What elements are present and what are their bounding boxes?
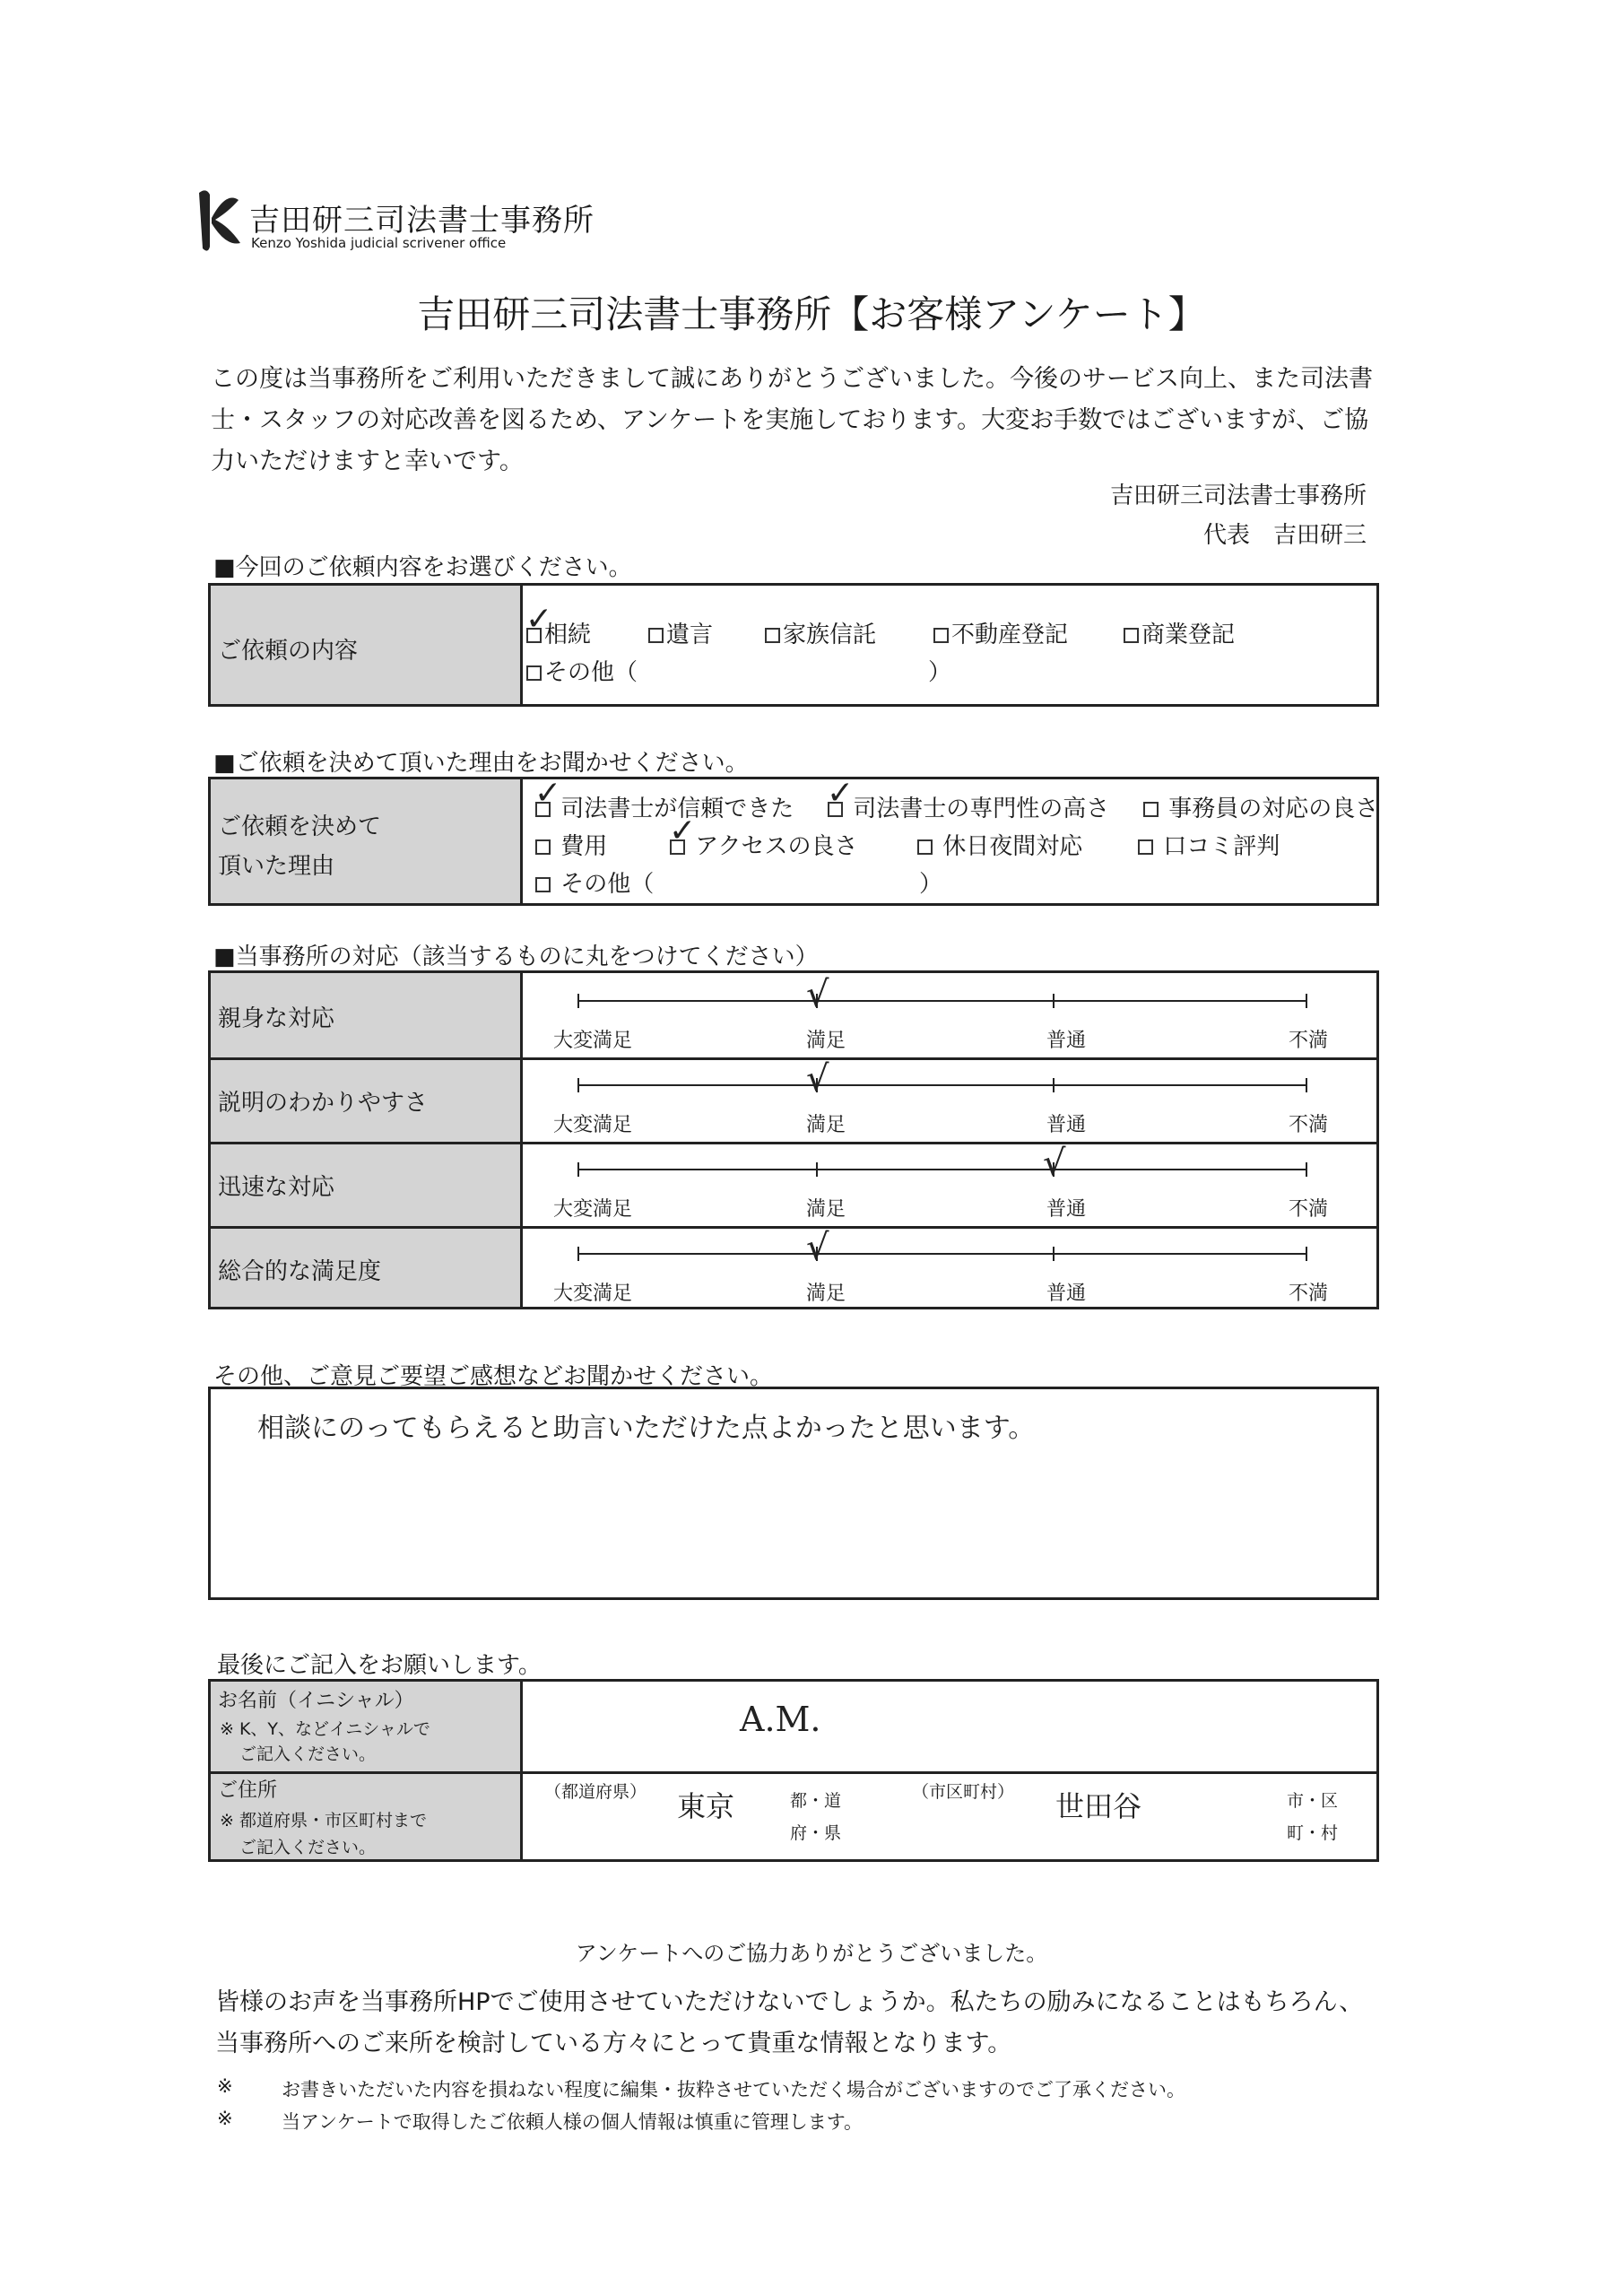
option-other2-close: ） bbox=[919, 871, 943, 898]
rating-scale-tick bbox=[1053, 1078, 1055, 1092]
rating-scale-label[interactable]: 不満 bbox=[1289, 1283, 1329, 1305]
rating-table bbox=[208, 970, 1379, 1309]
rating-scale-label[interactable]: 満足 bbox=[806, 1114, 846, 1136]
signature-representative: 代表 吉田研三 bbox=[1202, 522, 1367, 549]
intro-text: この度は当事務所をご利用いただきまして誠にありがとうございました。今後のサービス向上、また司法書士・スタッフの対応改善を図るため、アンケートを実施しております。大変お手数ではございますが、ご協力いただけますと幸いです。 bbox=[211, 365, 1373, 475]
rating-scale-line bbox=[578, 1084, 1306, 1086]
footer-thanks: アンケートへのご協力ありがとうございました。 bbox=[575, 1941, 1048, 1966]
option-other[interactable] bbox=[526, 654, 638, 687]
rating-scale-label[interactable]: 不満 bbox=[1289, 1030, 1329, 1052]
option-label: 事務員の対応の良さ bbox=[1168, 796, 1379, 822]
contact-row-divider bbox=[211, 1771, 1376, 1774]
rating-scale-label[interactable]: 普通 bbox=[1046, 1198, 1087, 1221]
section1-heading: ■今回のご依頼内容をお選びください。 bbox=[213, 554, 632, 581]
rating-scale-label[interactable]: 普通 bbox=[1046, 1030, 1087, 1052]
checkbox-shougyou-touki[interactable] bbox=[1124, 628, 1139, 643]
office-name-logo: 吉田研三司法書士事務所 bbox=[249, 203, 595, 239]
option-label: 商業登記 bbox=[1141, 622, 1236, 648]
rating-scale-tick bbox=[577, 1078, 579, 1092]
option-staff[interactable] bbox=[1143, 790, 1378, 823]
rating-selected-mark: √ bbox=[806, 974, 829, 1015]
checkbox-holiday[interactable] bbox=[917, 839, 933, 855]
rating-row-label: 親身な対応 bbox=[218, 1005, 335, 1032]
rating-scale-label[interactable]: 普通 bbox=[1046, 1283, 1087, 1305]
city-label: （市区町村） bbox=[912, 1782, 1015, 1802]
address-note-2: ご記入ください。 bbox=[239, 1838, 377, 1857]
option-igon[interactable] bbox=[648, 616, 713, 649]
option-label: 司法書士の専門性の高さ bbox=[853, 796, 1110, 822]
comment-handwriting: 相談にのってもらえると助言いただけた点よかったと思います。 bbox=[257, 1413, 1036, 1444]
option-label: 費用 bbox=[560, 833, 608, 860]
rating-scale-tick bbox=[1053, 994, 1055, 1008]
section2-heading: ■ご依頼を決めて頂いた理由をお聞かせください。 bbox=[213, 750, 749, 777]
address-note-1: ※ 都道府県・市区町村まで bbox=[220, 1811, 427, 1831]
rating-scale-label[interactable]: 大変満足 bbox=[553, 1198, 633, 1221]
option-holiday[interactable] bbox=[917, 828, 1082, 861]
rating-row-divider bbox=[211, 1142, 1376, 1144]
checkbox-other[interactable] bbox=[526, 665, 542, 681]
section4-heading: その他、ご意見ご要望ご感想などお聞かせください。 bbox=[213, 1363, 774, 1390]
rating-scale-line bbox=[578, 1253, 1306, 1255]
option-access[interactable] bbox=[670, 828, 858, 861]
rating-scale-tick bbox=[577, 1162, 579, 1177]
rating-scale-tick bbox=[1306, 1078, 1307, 1092]
rating-scale-tick bbox=[1306, 994, 1307, 1008]
option-label: 相続 bbox=[544, 622, 592, 648]
rating-scale-label[interactable]: 不満 bbox=[1289, 1114, 1329, 1136]
option-label: その他（ bbox=[560, 871, 655, 898]
rating-selected-mark: √ bbox=[806, 1227, 829, 1268]
rating-scale-label[interactable]: 不満 bbox=[1289, 1198, 1329, 1221]
name-value[interactable]: A.M. bbox=[740, 1700, 821, 1739]
rating-scale-line bbox=[578, 1000, 1306, 1002]
checkbox-souzoku[interactable] bbox=[526, 628, 542, 643]
rating-row-divider bbox=[211, 1057, 1376, 1060]
option-label: 休日夜間対応 bbox=[942, 833, 1083, 860]
option-other2[interactable] bbox=[535, 865, 654, 899]
page-title: 吉田研三司法書士事務所【お客様アンケート】 bbox=[417, 292, 1206, 336]
footer-paragraph: 皆様のお声を当事務所HPでご使用させていただけないでしょうか。私たちの励みになることはもちろん、当事務所へのご来所を検討している方々にとって貴重な情報となります。 bbox=[215, 1988, 1364, 2057]
checkbox-igon[interactable] bbox=[648, 628, 664, 643]
option-expertise[interactable] bbox=[828, 790, 1109, 823]
rating-scale-tick bbox=[577, 994, 579, 1008]
name-note-2: ご記入ください。 bbox=[239, 1744, 377, 1764]
option-label: 口コミ評判 bbox=[1163, 833, 1280, 860]
option-label: 不動産登記 bbox=[951, 622, 1069, 648]
option-label: 司法書士が信頼できた bbox=[560, 796, 794, 822]
checkbox-reviews[interactable] bbox=[1138, 839, 1153, 855]
office-logo bbox=[190, 184, 242, 256]
prefecture-suffix-2: 府・県 bbox=[790, 1823, 842, 1843]
request-content-label: ご依頼の内容 bbox=[218, 638, 359, 665]
option-cost[interactable] bbox=[535, 828, 607, 861]
signature-office: 吉田研三司法書士事務所 bbox=[1109, 483, 1367, 509]
rating-scale-label[interactable]: 大変満足 bbox=[553, 1030, 633, 1052]
name-note-1: ※ K、Y、などイニシャルで bbox=[220, 1719, 430, 1739]
name-label: お名前（イニシャル） bbox=[218, 1690, 414, 1712]
rating-scale-tick bbox=[816, 1162, 818, 1177]
reason-label-line2: 頂いた理由 bbox=[218, 853, 335, 880]
option-fudousan-touki[interactable] bbox=[933, 616, 1068, 649]
reason-label-cell bbox=[211, 779, 523, 903]
option-label: 遺言 bbox=[666, 622, 714, 648]
option-label: その他（ bbox=[544, 659, 638, 686]
rating-scale-label[interactable]: 満足 bbox=[806, 1198, 846, 1221]
footer-note-2: 当アンケートで取得したご依頼人様の個人情報は慎重に管理します。 bbox=[282, 2111, 864, 2133]
option-souzoku[interactable] bbox=[526, 616, 591, 649]
comment-box[interactable] bbox=[208, 1387, 1379, 1600]
city-value[interactable]: 世田谷 bbox=[1055, 1789, 1142, 1823]
rating-scale-label[interactable]: 満足 bbox=[806, 1030, 846, 1052]
prefecture-value[interactable]: 東京 bbox=[677, 1789, 735, 1823]
rating-row-label: 説明のわかりやすさ bbox=[218, 1090, 429, 1117]
checkbox-cost[interactable] bbox=[535, 839, 551, 855]
option-label: アクセスの良さ bbox=[695, 833, 858, 860]
prefecture-suffix-1: 都・道 bbox=[790, 1791, 842, 1811]
rating-scale-label[interactable]: 普通 bbox=[1046, 1114, 1087, 1136]
rating-selected-mark: √ bbox=[806, 1058, 829, 1100]
rating-scale-label[interactable]: 大変満足 bbox=[553, 1283, 633, 1305]
rating-scale-tick bbox=[577, 1247, 579, 1261]
reason-box bbox=[208, 777, 1379, 906]
rating-row-label: 総合的な満足度 bbox=[218, 1258, 382, 1285]
checkbox-fudousan-touki[interactable] bbox=[933, 628, 949, 643]
option-other-close: ） bbox=[928, 659, 952, 686]
option-reviews[interactable] bbox=[1138, 828, 1280, 861]
section3-heading: ■当事務所の対応（該当するものに丸をつけてください） bbox=[213, 944, 819, 970]
checkbox-expertise[interactable] bbox=[828, 802, 843, 817]
option-kazoku-shintaku[interactable] bbox=[765, 616, 876, 649]
checkbox-staff[interactable] bbox=[1143, 802, 1159, 817]
city-suffix-1: 市・区 bbox=[1287, 1791, 1339, 1811]
option-label: 家族信託 bbox=[783, 622, 877, 648]
rating-scale-tick bbox=[1306, 1162, 1307, 1177]
option-trust[interactable] bbox=[535, 790, 794, 823]
option-shougyou-touki[interactable] bbox=[1124, 616, 1235, 649]
rating-scale-tick bbox=[1306, 1247, 1307, 1261]
footer-note-1: お書きいただいた内容を損ねない程度に編集・抜粋させていただく場合がございますのでご了承ください。 bbox=[282, 2079, 1185, 2100]
rating-selected-mark: √ bbox=[1043, 1143, 1066, 1184]
footer-note-1-mark: ※ bbox=[217, 2075, 233, 2097]
office-name-english: Kenzo Yoshida judicial scrivener office bbox=[251, 235, 507, 251]
prefecture-label: （都道府県） bbox=[544, 1782, 647, 1802]
rating-scale-tick bbox=[1053, 1247, 1055, 1261]
checkbox-trust[interactable] bbox=[535, 802, 551, 817]
request-content-label-cell bbox=[211, 586, 523, 704]
address-label: ご住所 bbox=[218, 1779, 278, 1802]
reason-label-line1: ご依頼を決めて bbox=[218, 813, 382, 840]
checkbox-other2[interactable] bbox=[535, 877, 551, 892]
checkbox-kazoku-shintaku[interactable] bbox=[765, 628, 780, 643]
checkbox-access[interactable] bbox=[670, 839, 685, 855]
rating-scale-line bbox=[578, 1169, 1306, 1170]
request-content-box bbox=[208, 583, 1379, 707]
city-suffix-2: 町・村 bbox=[1287, 1823, 1339, 1843]
rating-row-label: 迅速な対応 bbox=[218, 1174, 335, 1201]
contact-table bbox=[208, 1679, 1379, 1862]
section5-heading: 最後にご記入をお願いします。 bbox=[217, 1652, 542, 1679]
rating-scale-label[interactable]: 満足 bbox=[806, 1283, 846, 1305]
rating-row-divider bbox=[211, 1226, 1376, 1229]
footer-note-2-mark: ※ bbox=[217, 2108, 233, 2129]
rating-scale-label[interactable]: 大変満足 bbox=[553, 1114, 633, 1136]
